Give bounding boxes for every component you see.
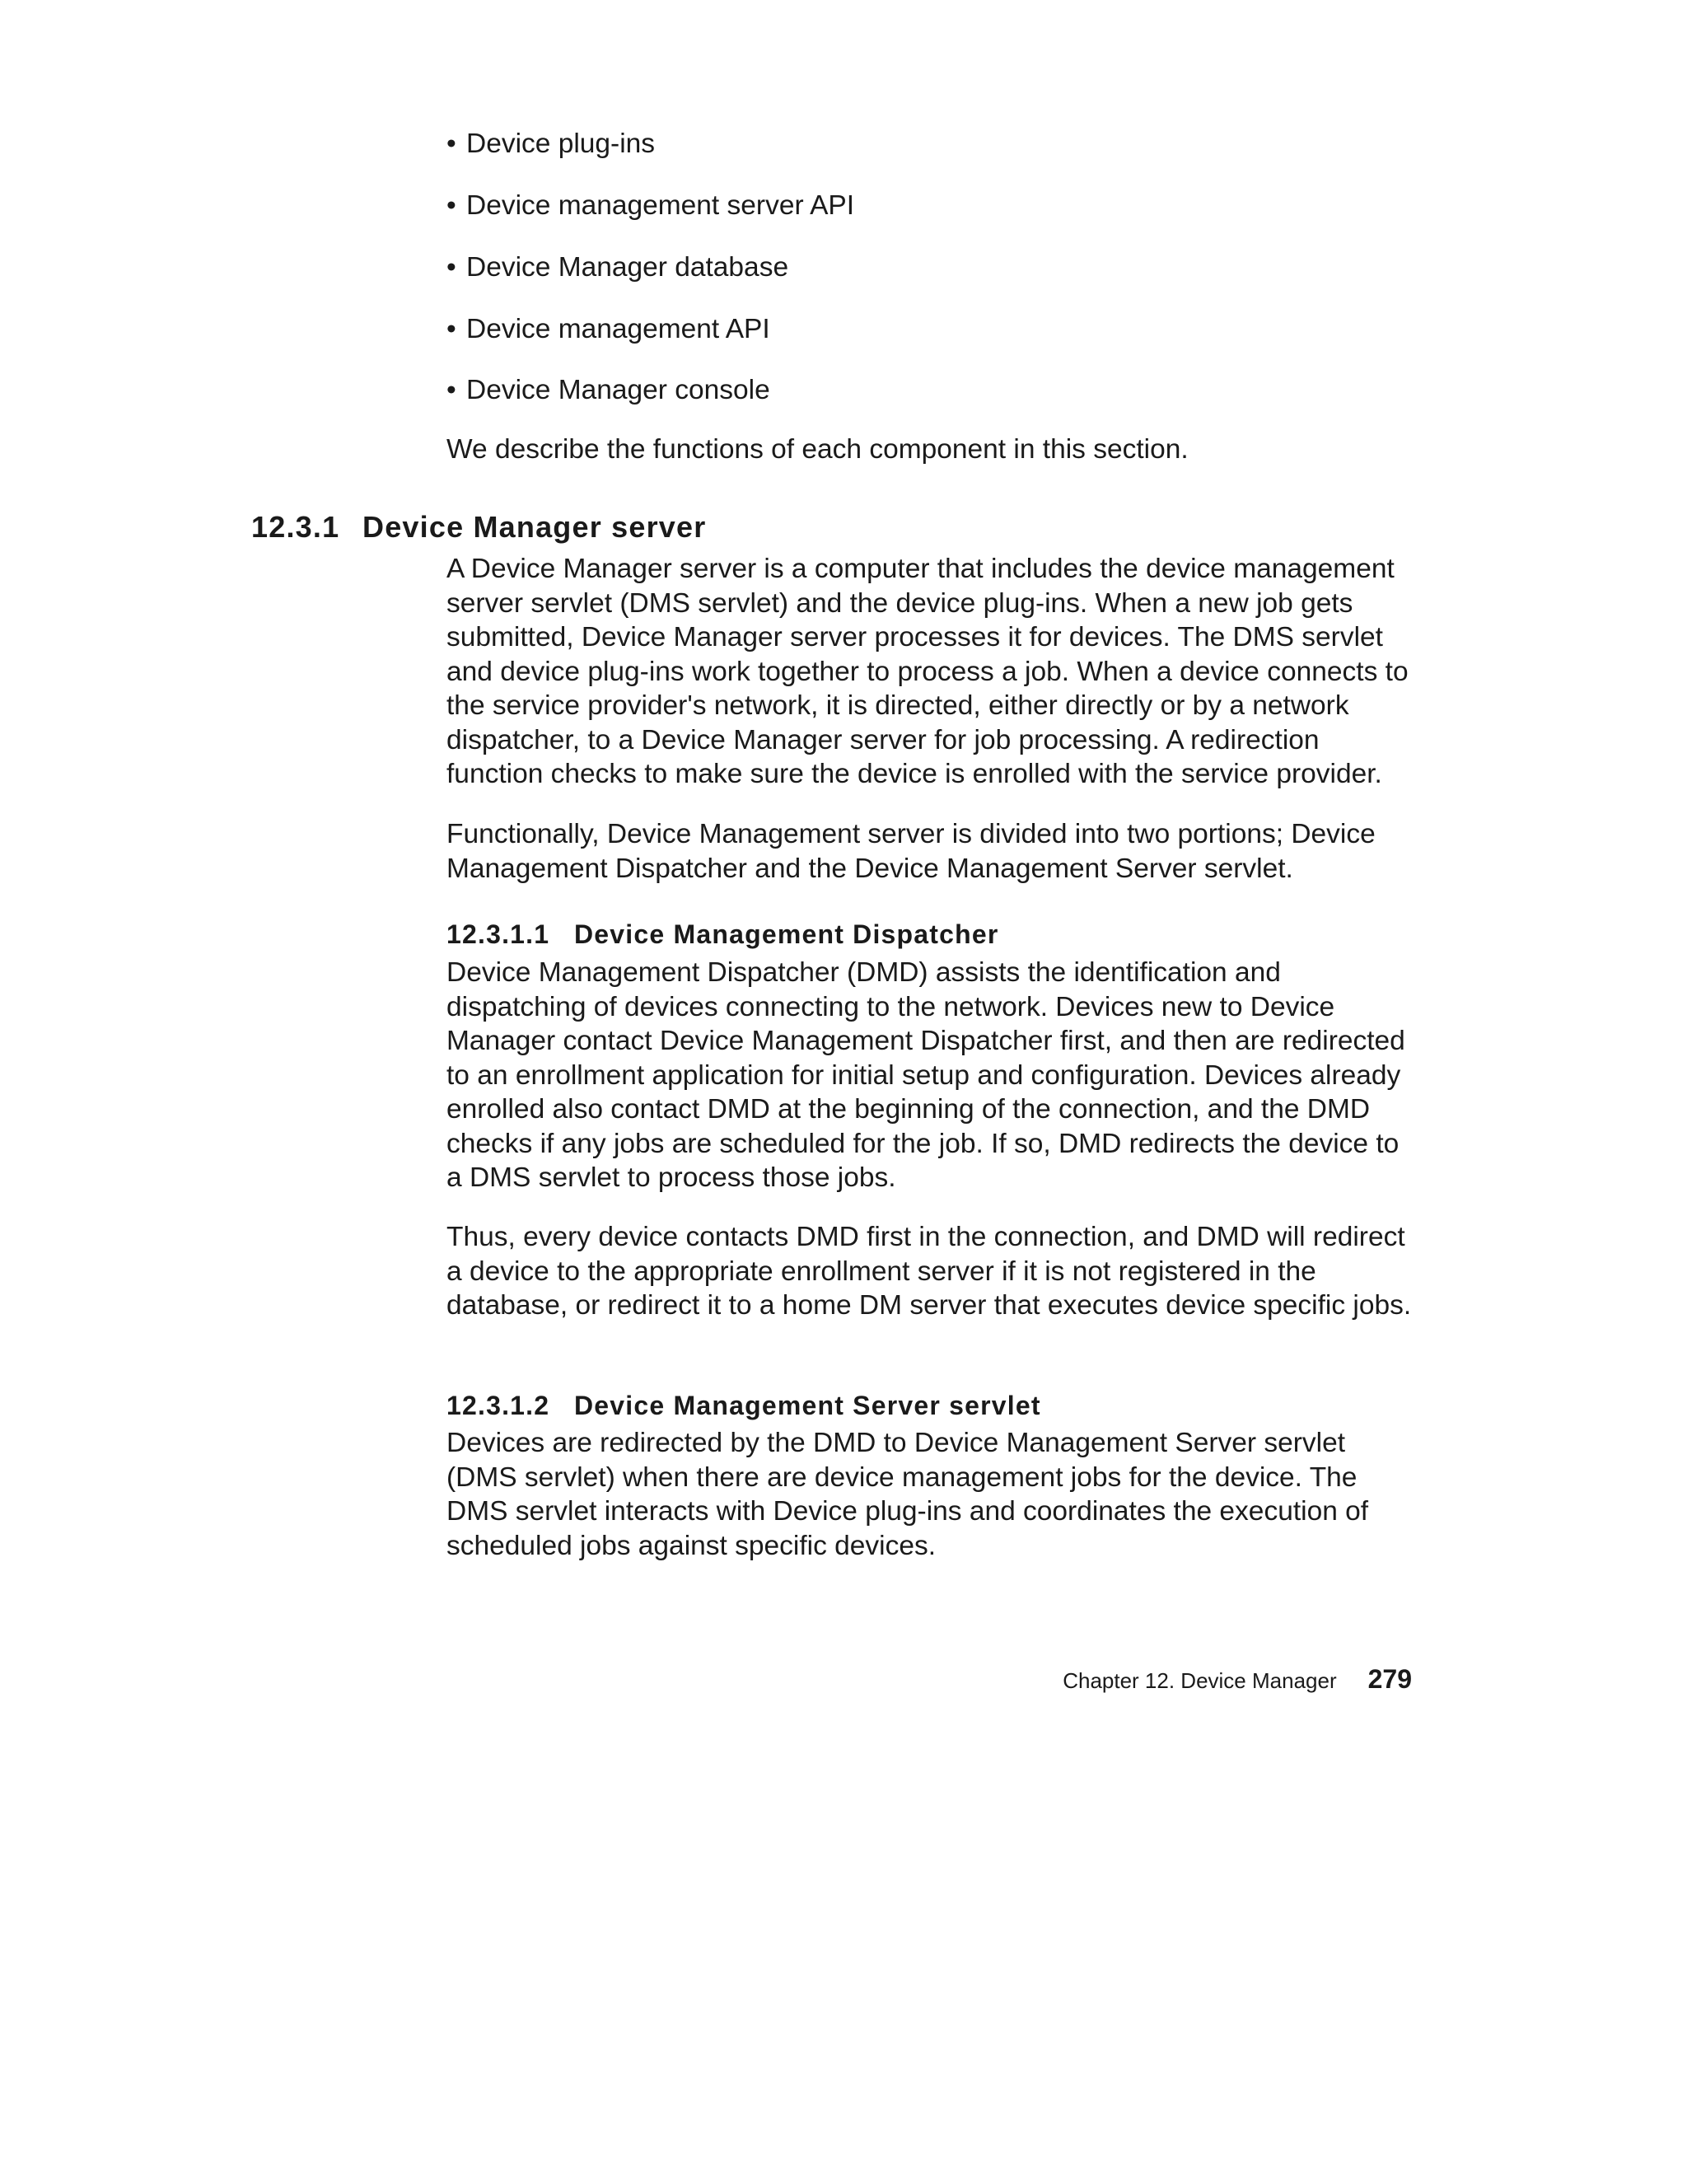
bullet-item [446, 312, 770, 347]
section-body [446, 817, 1418, 886]
bullet-text: Device plug-ins [466, 129, 656, 159]
body-paragraph: Device Management Dispatcher (DMD) assists the identification and dispatching of devices connecting to the network. Devices new to Device Manager contact Device Management Dispatcher first, and then are redirected to an enrollment application for initial setup and configuration. Devices already enrolled also contact DMD at the beginning of the connection, and the DMD checks if any jobs are scheduled for the job. If so, DMD redirects the device to a DMS servlet to process those jobs. [446, 957, 1405, 1193]
body-paragraph: Devices are redirected by the DMD to Device Management Server servlet (DMS servlet) when there are device management jobs for the device. The DMS servlet interacts with Device plug-ins and coordinates the execution of scheduled jobs against specific devices. [446, 1428, 1369, 1561]
subsection-body [446, 956, 1418, 1195]
bullet-marker: • [446, 375, 456, 405]
body-paragraph: A Device Manager server is a computer that includes the device management server servlet (DMS servlet) and the device plug-ins. When a new job gets submitted, Device Manager server processes it for devices. The DMS servlet and device plug-ins work together to process a job. When a device connects to the service provider's network, it is directed, either directly or by a network dispatcher, to a Device Manager server for job processing. A redirection function checks to make sure the device is enrolled with the service provider. [446, 554, 1409, 789]
subsection-heading [446, 918, 999, 951]
bullet-text: Device Manager console [466, 375, 770, 405]
section-title: Device Manager server [362, 510, 707, 544]
body-paragraph: Thus, every device contacts DMD first in the connection, and DMD will redirect a device to the appropriate enrollment server if it is not registered in the database, or redirect it to a home DM server that executes device specific jobs. [446, 1222, 1412, 1321]
page-footer [1063, 1663, 1412, 1697]
subsection-number: 12.3.1.2 [446, 1391, 550, 1420]
bullet-marker: • [446, 314, 456, 344]
bullet-item [446, 373, 770, 408]
subsection-title: Device Management Dispatcher [574, 919, 999, 949]
section-body [446, 552, 1418, 792]
subsection-heading [446, 1389, 1041, 1422]
page-number: 279 [1367, 1664, 1412, 1694]
bullet-marker: • [446, 129, 456, 159]
bullet-text: Device Manager database [466, 252, 789, 283]
subsection-number: 12.3.1.1 [446, 919, 550, 949]
section-number: 12.3.1 [251, 510, 340, 544]
section-heading [251, 509, 706, 545]
body-paragraph: Functionally, Device Management server is divided into two portions; Device Management Dispatcher and the Device Management Server servlet. [446, 819, 1376, 884]
bullet-text: Device management server API [466, 190, 855, 221]
bullet-marker: • [446, 252, 456, 283]
subsection-body [446, 1220, 1418, 1323]
intro-paragraph: We describe the functions of each component in this section. [446, 434, 1189, 465]
bullet-item [446, 250, 788, 285]
bullet-item [446, 127, 655, 161]
footer-chapter: Chapter 12. Device Manager [1063, 1668, 1337, 1693]
subsection-body [446, 1426, 1418, 1563]
bullet-item [446, 189, 854, 223]
bullet-marker: • [446, 190, 456, 221]
subsection-title: Device Management Server servlet [574, 1391, 1041, 1420]
bullet-text: Device management API [466, 314, 770, 344]
